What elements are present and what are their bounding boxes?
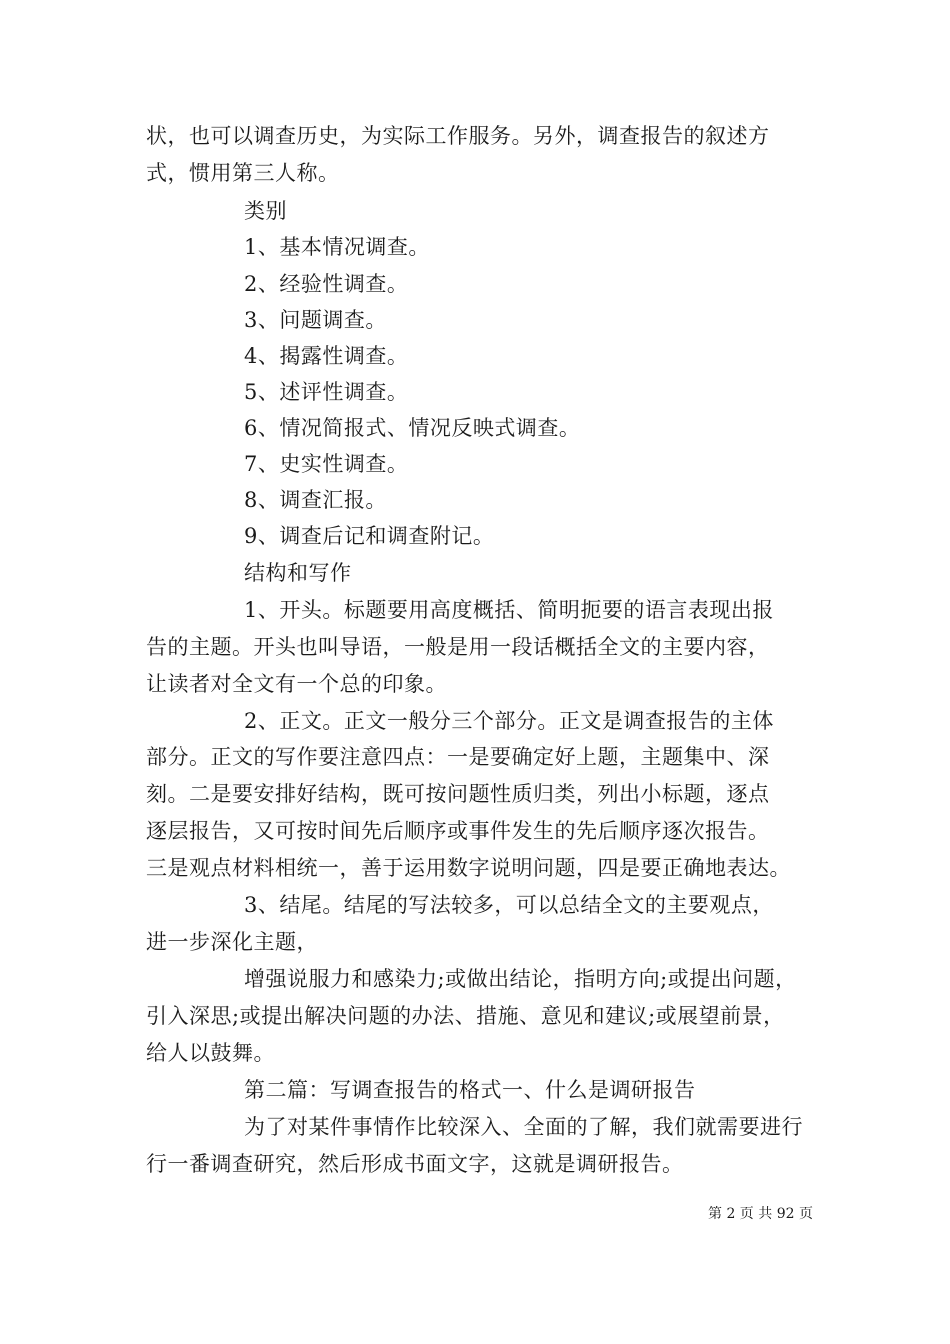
text-line: 逐层报告，又可按时间先后顺序或事件发生的先后顺序逐次报告。 [146,819,770,843]
section-heading-categories: 类别 [244,199,287,223]
text-line: 三是观点材料相统一，善于运用数字说明问题，四是要正确地表达。 [146,856,791,880]
text-line: 部分。正文的写作要注意四点：一是要确定好上题，主题集中、深 [146,745,770,769]
text-line: 让读者对全文有一个总的印象。 [146,672,447,696]
list-item: 1、基本情况调查。 [244,235,430,259]
text-line: 引入深思;或提出解决问题的办法、措施、意见和建议;或展望前景， [146,1004,785,1028]
text-line: 式，惯用第三人称。 [146,161,340,185]
list-item: 4、揭露性调查。 [244,344,409,368]
text-line: 1、开头。标题要用高度概括、简明扼要的语言表现出报 [244,598,774,622]
list-item: 6、情况简报式、情况反映式调查。 [244,416,581,440]
list-item: 5、述评性调查。 [244,380,409,404]
section-heading-part-two: 第二篇：写调查报告的格式一、什么是调研报告 [244,1078,696,1102]
list-item: 2、经验性调查。 [244,272,409,296]
text-line: 2、正文。正文一般分三个部分。正文是调查报告的主体 [244,709,774,733]
text-line: 为了对某件事情作比较深入、全面的了解，我们就需要进行 [244,1115,803,1139]
text-line: 进一步深化主题， [146,930,318,954]
section-heading-structure: 结构和写作 [244,561,352,585]
list-item: 3、问题调查。 [244,308,387,332]
text-line: 给人以鼓舞。 [146,1041,275,1065]
list-item: 7、史实性调查。 [244,452,409,476]
text-line: 刻。二是要安排好结构，既可按问题性质归类，列出小标题，逐点 [146,782,770,806]
text-line: 告的主题。开头也叫导语，一般是用一段话概括全文的主要内容， [146,635,770,659]
list-item: 8、调查汇报。 [244,488,387,512]
list-item: 9、调查后记和调查附记。 [244,524,495,548]
text-line: 状，也可以调查历史，为实际工作服务。另外，调查报告的叙述方 [146,124,770,148]
text-line: 3、结尾。结尾的写法较多，可以总结全文的主要观点， [244,893,774,917]
page-number-footer: 第 2 页 共 92 页 [708,1206,813,1222]
text-line: 行一番调查研究，然后形成书面文字，这就是调研报告。 [146,1152,684,1176]
text-line: 增强说服力和感染力;或做出结论，指明方向;或提出问题， [244,967,797,991]
